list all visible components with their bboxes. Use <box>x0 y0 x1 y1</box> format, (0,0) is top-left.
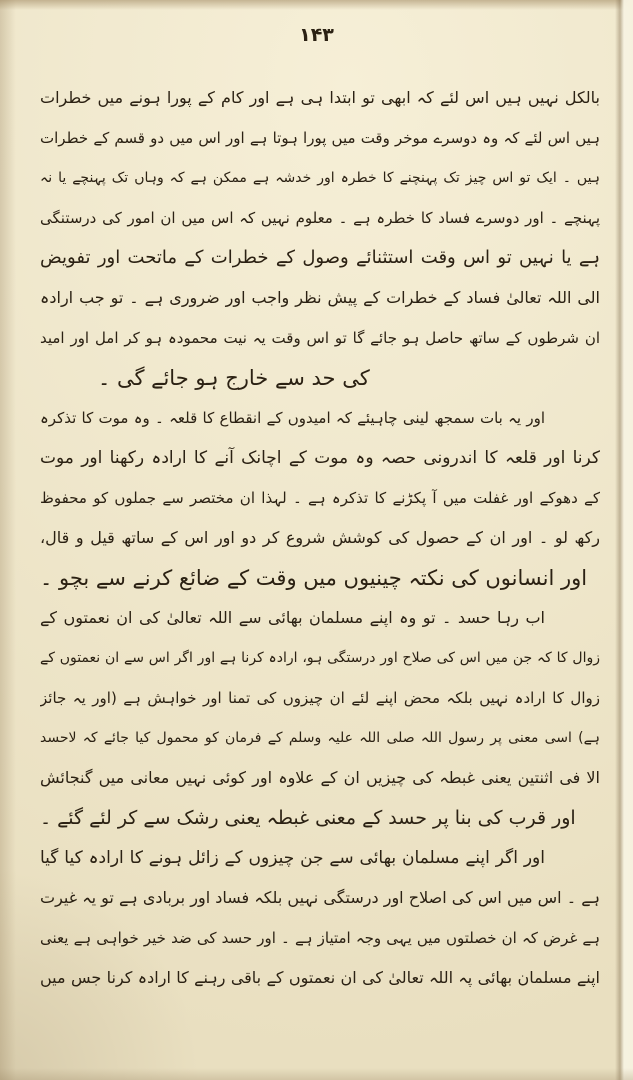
text-line: ان شرطوں کے ساتھ حاصل ہو جائے گا تو اس وقت یہ نیت محمودہ ہو کر امل اور امید <box>40 329 600 347</box>
page-number: ۱۴۳ <box>299 24 334 46</box>
text-line: زوال کا کہ جن میں اس کی صلاح اور درستگی ہو، ارادہ کرنا ہے اور اگر اس سے ان نعمتوں کے <box>40 650 600 666</box>
text-line: اور یہ بات سمجھ لینی چاہیئے کہ امیدوں کے انقطاع کا قلعہ ۔ وہ موت کا تذکرہ <box>40 409 545 427</box>
text-line: الی اللہ تعالیٰ فساد کے خطرات کے پیش نظر واجب اور ضروری ہے ۔ تو جب ارادہ <box>40 288 600 307</box>
text-line: اب رہا حسد ۔ تو وہ اپنے مسلمان بھائی سے اللہ تعالیٰ کی ان نعمتوں کے <box>40 608 545 627</box>
text-line: بالکل نہیں ہیں اس لئے کہ ابھی تو ابتدا ہی ہے اور کام کے پورا ہونے میں خطرات <box>40 88 600 107</box>
page-edge-top <box>0 0 633 10</box>
text-line: کی حد سے خارج ہو جائے گی ۔ <box>98 366 370 390</box>
text-line: اور انسانوں کی نکتہ چینیوں میں وقت کے ضائع کرنے سے بچو ۔ <box>40 566 588 590</box>
text-line: ہے غرض کہ ان خصلتوں میں یہی وجہ امتیاز ہے ۔ اور حسد کی ضد خیر خواہی ہے یعنی <box>40 929 600 947</box>
page-edge-bottom <box>0 1068 633 1080</box>
text-line: ہے ۔ اس میں اس کی اصلاح اور درستگی نہیں بلکہ فساد اور بربادی ہے تو یہ غیرت <box>40 888 600 907</box>
text-line: کرنا اور قلعہ کا اندرونی حصہ وہ موت کے اچانک آنے کا ارادہ رکھنا اور موت <box>40 448 600 468</box>
text-line: اور قرب کی بنا پر حسد کے معنی غبطہ یعنی رشک سے کر لئے گئے ۔ <box>40 807 576 829</box>
text-line: کے دھوکے اور غفلت میں آ پکڑنے کا تذکرہ ہے ۔ لہذا ان مختصر سے جملوں کو محفوظ <box>40 489 600 507</box>
text-line: پہنچے ۔ اور دوسرے فساد کا خطرہ ہے ۔ معلوم نہیں کہ اس میں ان امور کی درستنگی <box>40 209 600 227</box>
text-line: ہیں اس لئے کہ وہ دوسرے موخر وقت میں پورا ہوتا ہے اور اس میں دو قسم کے خطرات <box>40 129 600 147</box>
text-line: زوال کا ارادہ نہیں بلکہ محض اپنے لئے ان چیزوں کی تمنا اور خواہش ہے (اور یہ جائز <box>40 689 600 707</box>
text-line: اور اگر اپنے مسلمان بھائی سے جن چیزوں کے زائل ہونے کا ارادہ کیا گیا <box>40 848 545 868</box>
text-line: ہے یا نہیں تو اس وقت استثنائے وصول کے خطرات کے ماتحت اور تفویض <box>40 247 600 268</box>
text-line: اپنے مسلمان بھائی پہ اللہ تعالیٰ کی ان نعمتوں کے باقی رہنے کا ارادہ کرنا جس میں <box>40 968 600 987</box>
text-line: الا فی اثنتین یعنی غبطہ کی چیزیں ان کے علاوہ اور کوئی نہیں معانی میں گنجائش <box>40 768 600 787</box>
text-line: رکھ لو ۔ اور ان کے حصول کی کوشش شروع کر دو اور اس کے ساتھ قیل و قال، <box>40 528 600 547</box>
text-line: ہے) اسی معنی پر رسول اللہ صلی اللہ علیہ وسلم کے فرمان کو محمول کیا جائے کہ لاحسد <box>40 730 600 746</box>
text-line: ہیں ۔ ایک تو اس چیز تک پہنچنے کا خطرہ اور خدشہ ہے ممکن ہے کہ وہاں تک پہنچے یا نہ <box>40 170 600 186</box>
page-edge-left <box>0 0 16 1080</box>
text-block <box>40 78 600 998</box>
page-edge-right <box>615 0 633 1080</box>
